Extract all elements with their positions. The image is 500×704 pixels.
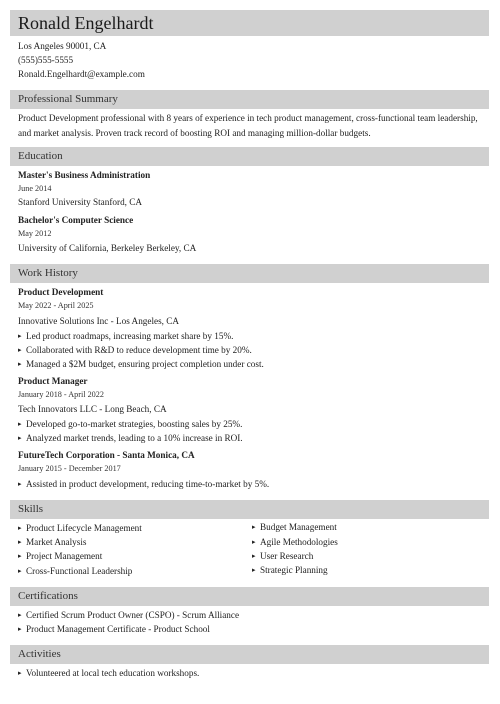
candidate-name: Ronald Engelhardt xyxy=(18,13,154,33)
section-title: Education xyxy=(18,150,63,162)
certification-item: ▸ Product Management Certificate - Product School xyxy=(18,624,210,634)
section-title: Skills xyxy=(18,503,44,515)
education-school: University of California, Berkeley Berkeley, CA xyxy=(18,243,197,253)
section-header-summary xyxy=(10,90,489,109)
job-company: Innovative Solutions Inc - Los Angeles, CA xyxy=(18,316,180,326)
bullet-icon: ▸ xyxy=(18,611,22,619)
bullet-icon: ▸ xyxy=(18,480,22,488)
bullet-icon: ▸ xyxy=(18,346,22,354)
education-date: May 2012 xyxy=(18,229,52,238)
job-dates: May 2022 - April 2025 xyxy=(18,301,94,310)
job-company: Tech Innovators LLC - Long Beach, CA xyxy=(18,404,167,414)
job-dates: January 2018 - April 2022 xyxy=(18,390,104,399)
bullet-icon: ▸ xyxy=(18,538,22,546)
bullet-icon: ▸ xyxy=(18,332,22,340)
section-header-certifications xyxy=(10,587,489,606)
education-date: June 2014 xyxy=(18,184,52,193)
summary-paragraph: Product Development professional with 8 years of experience in tech product management, cross-functional team leadership, and market analysis. Proven track record of boosting ROI and managing million-dollar budgets. xyxy=(18,113,478,138)
section-title: Professional Summary xyxy=(18,93,118,105)
bullet-icon: ▸ xyxy=(18,552,22,560)
section-header-activities xyxy=(10,645,489,664)
section-title: Activities xyxy=(18,648,61,660)
contact-email: Ronald.Engelhardt@example.com xyxy=(18,69,145,79)
section-title: Certifications xyxy=(18,590,78,602)
job-bullet: ▸ Led product roadmaps, increasing market share by 15%. xyxy=(18,331,234,341)
bullet-icon: ▸ xyxy=(252,523,256,531)
education-degree: Master's Business Administration xyxy=(18,170,151,180)
section-header-education xyxy=(10,147,489,166)
job-dates: January 2015 - December 2017 xyxy=(18,464,121,473)
bullet-icon: ▸ xyxy=(18,625,22,633)
skill-item: ▸ Strategic Planning xyxy=(252,565,328,575)
bullet-icon: ▸ xyxy=(252,566,256,574)
job-bullet: ▸ Assisted in product development, reducing time-to-market by 5%. xyxy=(18,479,270,489)
job-bullet: ▸ Developed go-to-market strategies, boosting sales by 25%. xyxy=(18,419,243,429)
job-title: Product Manager xyxy=(18,376,88,386)
bullet-icon: ▸ xyxy=(18,420,22,428)
bullet-icon: ▸ xyxy=(18,669,22,677)
job-bullet: ▸ Analyzed market trends, leading to a 10% increase in ROI. xyxy=(18,433,243,443)
skill-item: ▸ Market Analysis xyxy=(18,537,87,547)
skill-item: ▸ Cross-Functional Leadership xyxy=(18,566,133,576)
skill-item: ▸ Agile Methodologies xyxy=(252,537,338,547)
section-header-skills xyxy=(10,500,489,519)
contact-address: Los Angeles 90001, CA xyxy=(18,41,107,51)
section-header-work-history xyxy=(10,264,489,283)
job-bullet: ▸ Managed a $2M budget, ensuring project completion under cost. xyxy=(18,359,264,369)
job-title: FutureTech Corporation - Santa Monica, CA xyxy=(18,450,195,460)
education-school: Stanford University Stanford, CA xyxy=(18,197,143,207)
activity-item: ▸ Volunteered at local tech education workshops. xyxy=(18,668,200,678)
certification-item: ▸ Certified Scrum Product Owner (CSPO) - Scrum Alliance xyxy=(18,610,240,620)
bullet-icon: ▸ xyxy=(18,567,22,575)
job-title: Product Development xyxy=(18,287,104,297)
name-header xyxy=(10,10,489,36)
contact-phone: (555)555-5555 xyxy=(18,55,74,65)
skill-item: ▸ Budget Management xyxy=(252,522,337,532)
education-degree: Bachelor's Computer Science xyxy=(18,215,134,225)
skill-item: ▸ Project Management xyxy=(18,551,103,561)
bullet-icon: ▸ xyxy=(18,360,22,368)
bullet-icon: ▸ xyxy=(252,538,256,546)
section-title: Work History xyxy=(18,267,78,279)
bullet-icon: ▸ xyxy=(18,524,22,532)
skill-item: ▸ User Research xyxy=(252,551,314,561)
job-bullet: ▸ Collaborated with R&D to reduce development time by 20%. xyxy=(18,345,252,355)
bullet-icon: ▸ xyxy=(18,434,22,442)
skill-item: ▸ Product Lifecycle Management xyxy=(18,523,142,533)
bullet-icon: ▸ xyxy=(252,552,256,560)
